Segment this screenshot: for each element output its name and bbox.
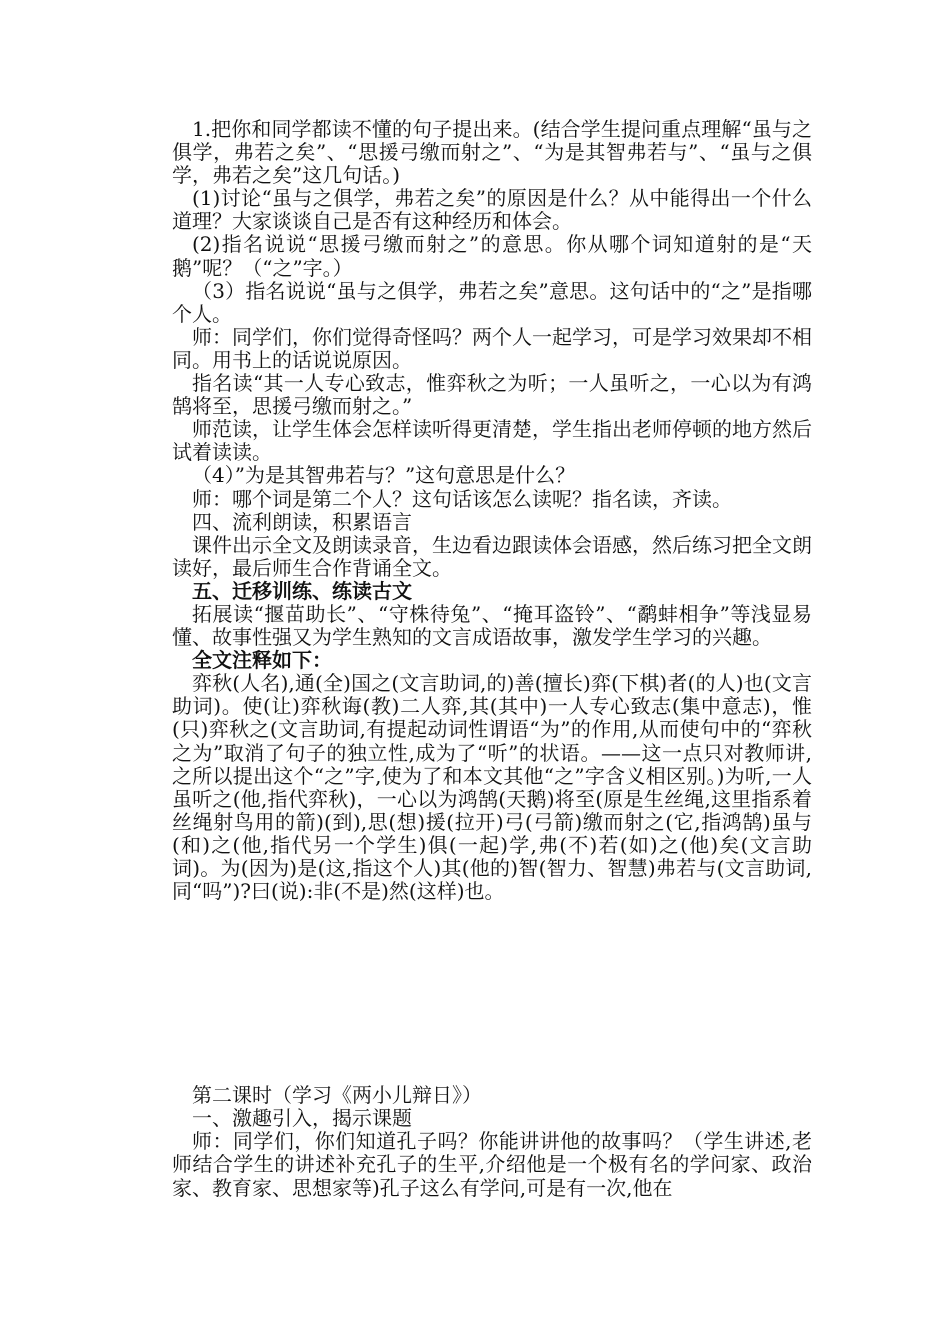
lesson-2-heading-1: 一、激趣引入，揭示课题 (192, 1106, 412, 1131)
paragraph-extend-reading: 拓展读“揠苗助长”、“守株待兔”、“掩耳盗铃”、“鹬蚌相争”等浅显易懂、故事性强又为学生熟知的文言成语故事，激发学生学习的兴趣。 (172, 601, 812, 650)
lesson-2-title: 第二课时（学习《两小儿辩日》） (192, 1083, 482, 1108)
paragraph-question-1-1: (1)讨论“虽与之俱学，弗若之矣”的原因是什么？从中能得出一个什么道理？大家谈谈自己是否有这种经历和体会。 (172, 186, 812, 234)
paragraph-question-1-2: (2)指名说说“思援弓缴而射之”的意思。你从哪个词知道射的是“天鹅”呢？（“之”字。） (172, 232, 812, 280)
paragraph-courseware: 课件出示全文及朗读录音，生边看边跟读体会语感，然后练习把全文朗读好，最后师生合作背诵全文。 (172, 532, 812, 580)
paragraph-question-1: 1.把你和同学都读不懂的句子提出来。(结合学生提问重点理解“虽与之俱学，弗若之矣”、“思援弓缴而射之”、“为是其智弗若与”、“虽与之俱学，弗若之矣”这几句话。) (172, 117, 812, 188)
paragraph-teacher-1: 师：同学们，你们觉得奇怪吗？两个人一起学习，可是学习效果却不相同。用书上的话说说原因。 (172, 324, 812, 372)
lesson-2-paragraph-1: 师：同学们，你们知道孔子吗？你能讲讲他的故事吗？（学生讲述,老师结合学生的讲述补充孔子的生平,介绍他是一个极有名的学问家、政治家、教育家、思想家等)孔子这么有学问,可是有一次,他在 (172, 1129, 812, 1200)
paragraph-question-1-3: （3）指名说说“虽与之俱学，弗若之矣”意思。这句话中的“之”是指哪个人。 (172, 278, 812, 326)
heading-section-5: 五、迁移训练、练读古文 (192, 578, 412, 603)
heading-section-4: 四、流利朗读，积累语言 (192, 509, 412, 534)
paragraph-read-1: 指名读“其一人专心致志，惟弈秋之为听；一人虽听之，一心以为有鸿鹄将至，思援弓缴而射之。” (172, 371, 812, 419)
heading-annotation: 全文注释如下： (192, 648, 332, 673)
paragraph-question-1-4: （4）”为是其智弗若与？”这句意思是什么？ (192, 463, 576, 488)
paragraph-teacher-read: 师范读，让学生体会怎样读听得更清楚，学生指出老师停顿的地方然后试着读读。 (172, 417, 812, 465)
paragraph-annotation: 弈秋(人名),通(全)国之(文言助词,的)善(擅长)弈(下棋)者(的人)也(文言助词)。使(让)弈秋诲(教)二人弈,其(其中)一人专心致志(集中意志)，惟(只)弈秋之(文言助词,有提起动词性谓语“为”的作用,从而使句中的“弈秋之为”取消了句子的独立性,成为了“听”的状语。——这一点只对教师讲,之所以提出这个“之”字,使为了和本文其他“之”字含义相区别。)为听,一人虽听之(他,指代弈秋)，一心以为鸿鹄(天鹅)将至(原是生丝绳,这里指系着丝绳射鸟用的箭)(到),思(想)援(拉开)弓(弓箭)缴而射之(它,指鸿鹄)虽与(和)之(他,指代另一个学生)俱(一起)学,弗(不)若(如)之(他)矣(文言助词)。为(因为)是(这,指这个人)其(他的)智(智力、智慧)弗若与(文言助词,同“吗”)?曰(说):非(不是)然(这样)也。 (172, 671, 812, 904)
page-gap (172, 903, 812, 1084)
document-body (172, 118, 812, 1200)
paragraph-teacher-2: 师：哪个词是第二个人？这句话该怎么读呢？指名读，齐读。 (192, 486, 732, 511)
